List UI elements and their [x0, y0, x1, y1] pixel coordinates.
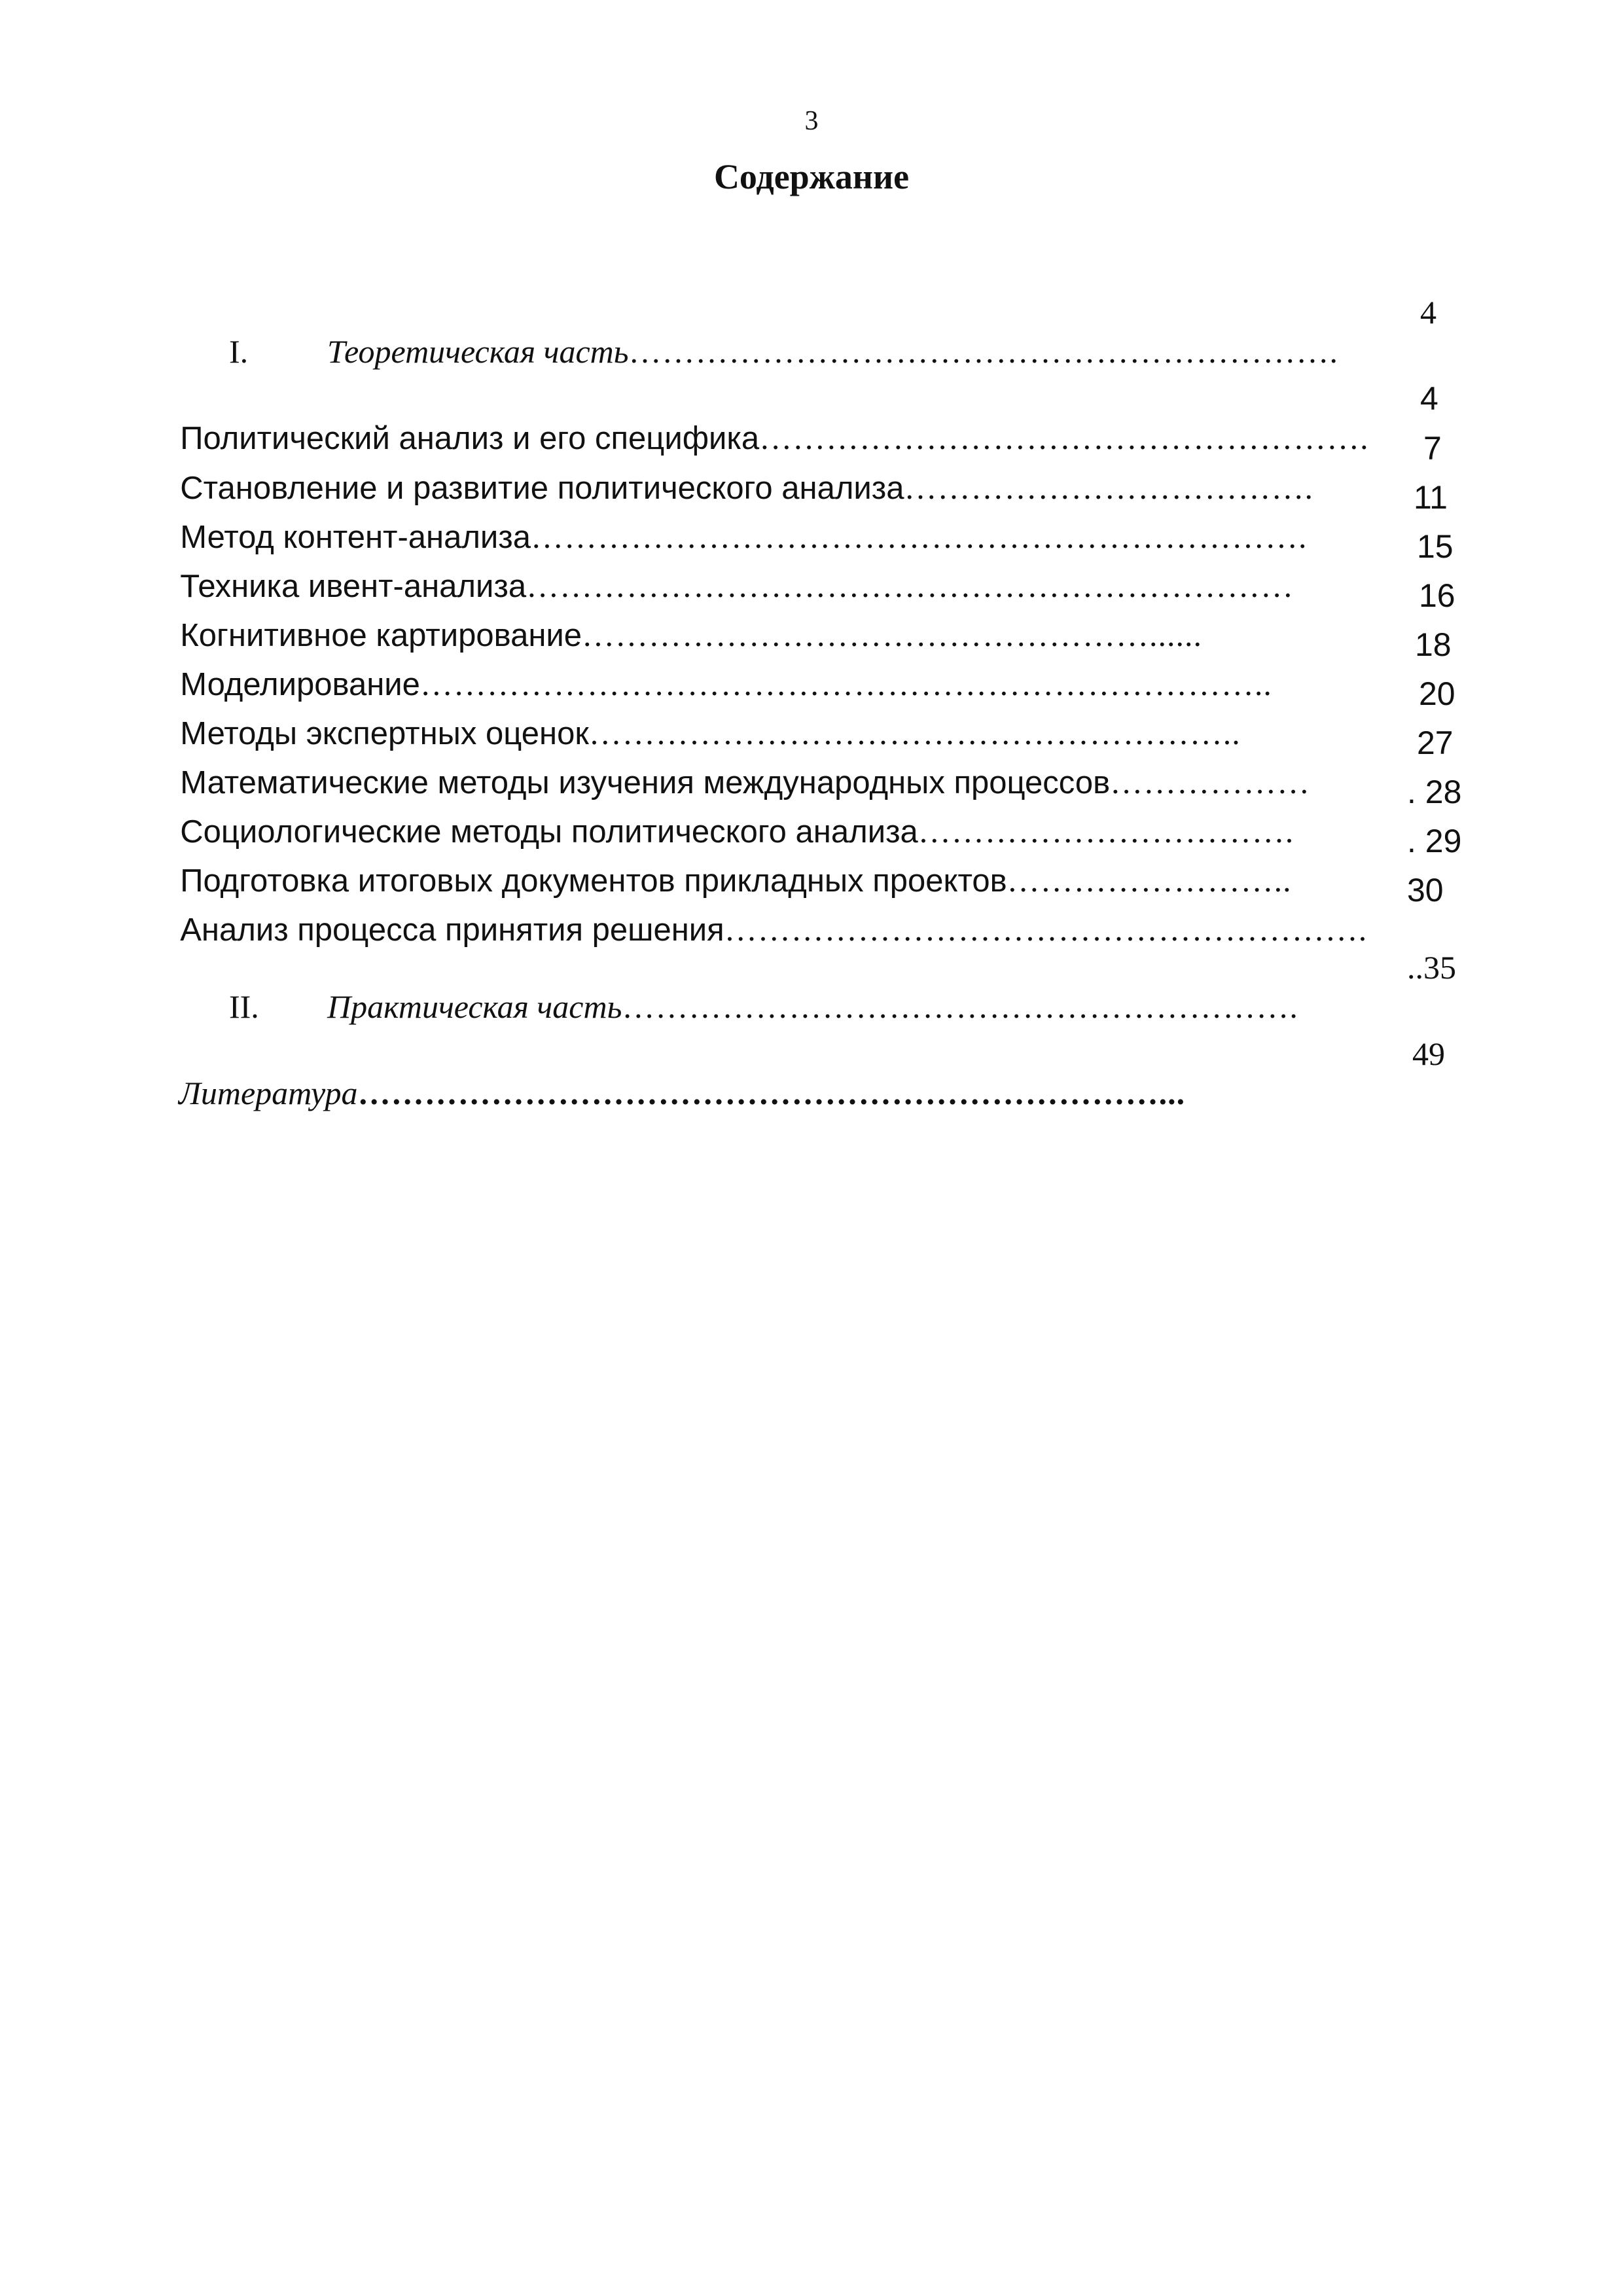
toc-literature[interactable] [162, 1034, 1412, 1113]
leader-dots: …………………….. [1007, 862, 1292, 899]
toc-entry-page: 18 [1415, 626, 1452, 663]
leader-dots: ……………………………………………………. [622, 988, 1298, 1025]
entry-label: Методы экспертных оценок [180, 716, 589, 751]
toc-entry-page: 11 [1414, 479, 1448, 516]
toc-entry-page: 16 [1419, 577, 1455, 614]
toc-entry-page: 30 [1407, 872, 1444, 908]
section-numeral: I. [229, 333, 249, 370]
toc-entry-page: . 29 [1407, 823, 1462, 859]
toc-entry-page: 27 [1417, 725, 1454, 761]
entry-label: Метод контент-анализа [180, 520, 531, 555]
leader-dots: ……………………………. [918, 813, 1294, 850]
section-label: Теоретическая часть [327, 333, 629, 370]
leader-dots: ………………………………………………………. [628, 333, 1339, 370]
toc-section-1-page: 4 [1420, 294, 1436, 331]
section-numeral: II. [229, 988, 259, 1025]
toc-entry-page: . 28 [1407, 774, 1462, 810]
entry-label: Анализ процесса принятия решения [180, 912, 724, 948]
toc-entry-page: 4 [1420, 380, 1438, 417]
leader-dots: ……………… [1110, 764, 1311, 800]
toc-section-1[interactable] [213, 293, 1391, 371]
entry-label: Становление и развитие политического анализа [180, 471, 904, 506]
literature-label: Литература [179, 1075, 358, 1111]
entry-label: Математические методы изучения международных процессов [180, 765, 1111, 800]
entry-label: Политический анализ и его специфика [180, 421, 760, 456]
section-label: Практическая часть [327, 988, 622, 1025]
toc-section-2[interactable] [213, 948, 1391, 1026]
entry-label: Когнитивное картирование [180, 618, 582, 653]
page-number: 3 [804, 106, 819, 136]
toc-entry-page: 7 [1423, 430, 1442, 467]
page-title: Содержание [713, 157, 910, 196]
entry-label: Социологические методы политического анализа [180, 814, 918, 850]
leader-dots: ………………………………………………………………... [357, 1075, 1186, 1111]
toc-literature-page: 49 [1412, 1035, 1445, 1072]
toc-section-2-page: ..35 [1407, 949, 1456, 986]
leader-dots: …………………………………………………………… [526, 567, 1294, 604]
leader-dots: ……………………………………………………………. [531, 518, 1308, 555]
leader-dots: ………………………………………………. [759, 420, 1369, 456]
entry-label: Подготовка итоговых документов прикладных проектов [180, 863, 1007, 899]
toc-entry-page: 20 [1419, 675, 1455, 712]
toc-entry[interactable] [162, 870, 1406, 950]
leader-dots: ………………………………. [904, 469, 1314, 506]
leader-dots: ……………………………………………...... [582, 617, 1203, 653]
leader-dots: …………………………………………………. [724, 911, 1368, 948]
entry-label: Техника ивент-анализа [180, 569, 527, 604]
entry-label: Моделирование [180, 667, 420, 702]
toc-entry-page: 15 [1417, 528, 1454, 565]
leader-dots: ………………………………………………………………….. [419, 666, 1272, 702]
leader-dots: ………………………………………………….. [588, 715, 1241, 751]
